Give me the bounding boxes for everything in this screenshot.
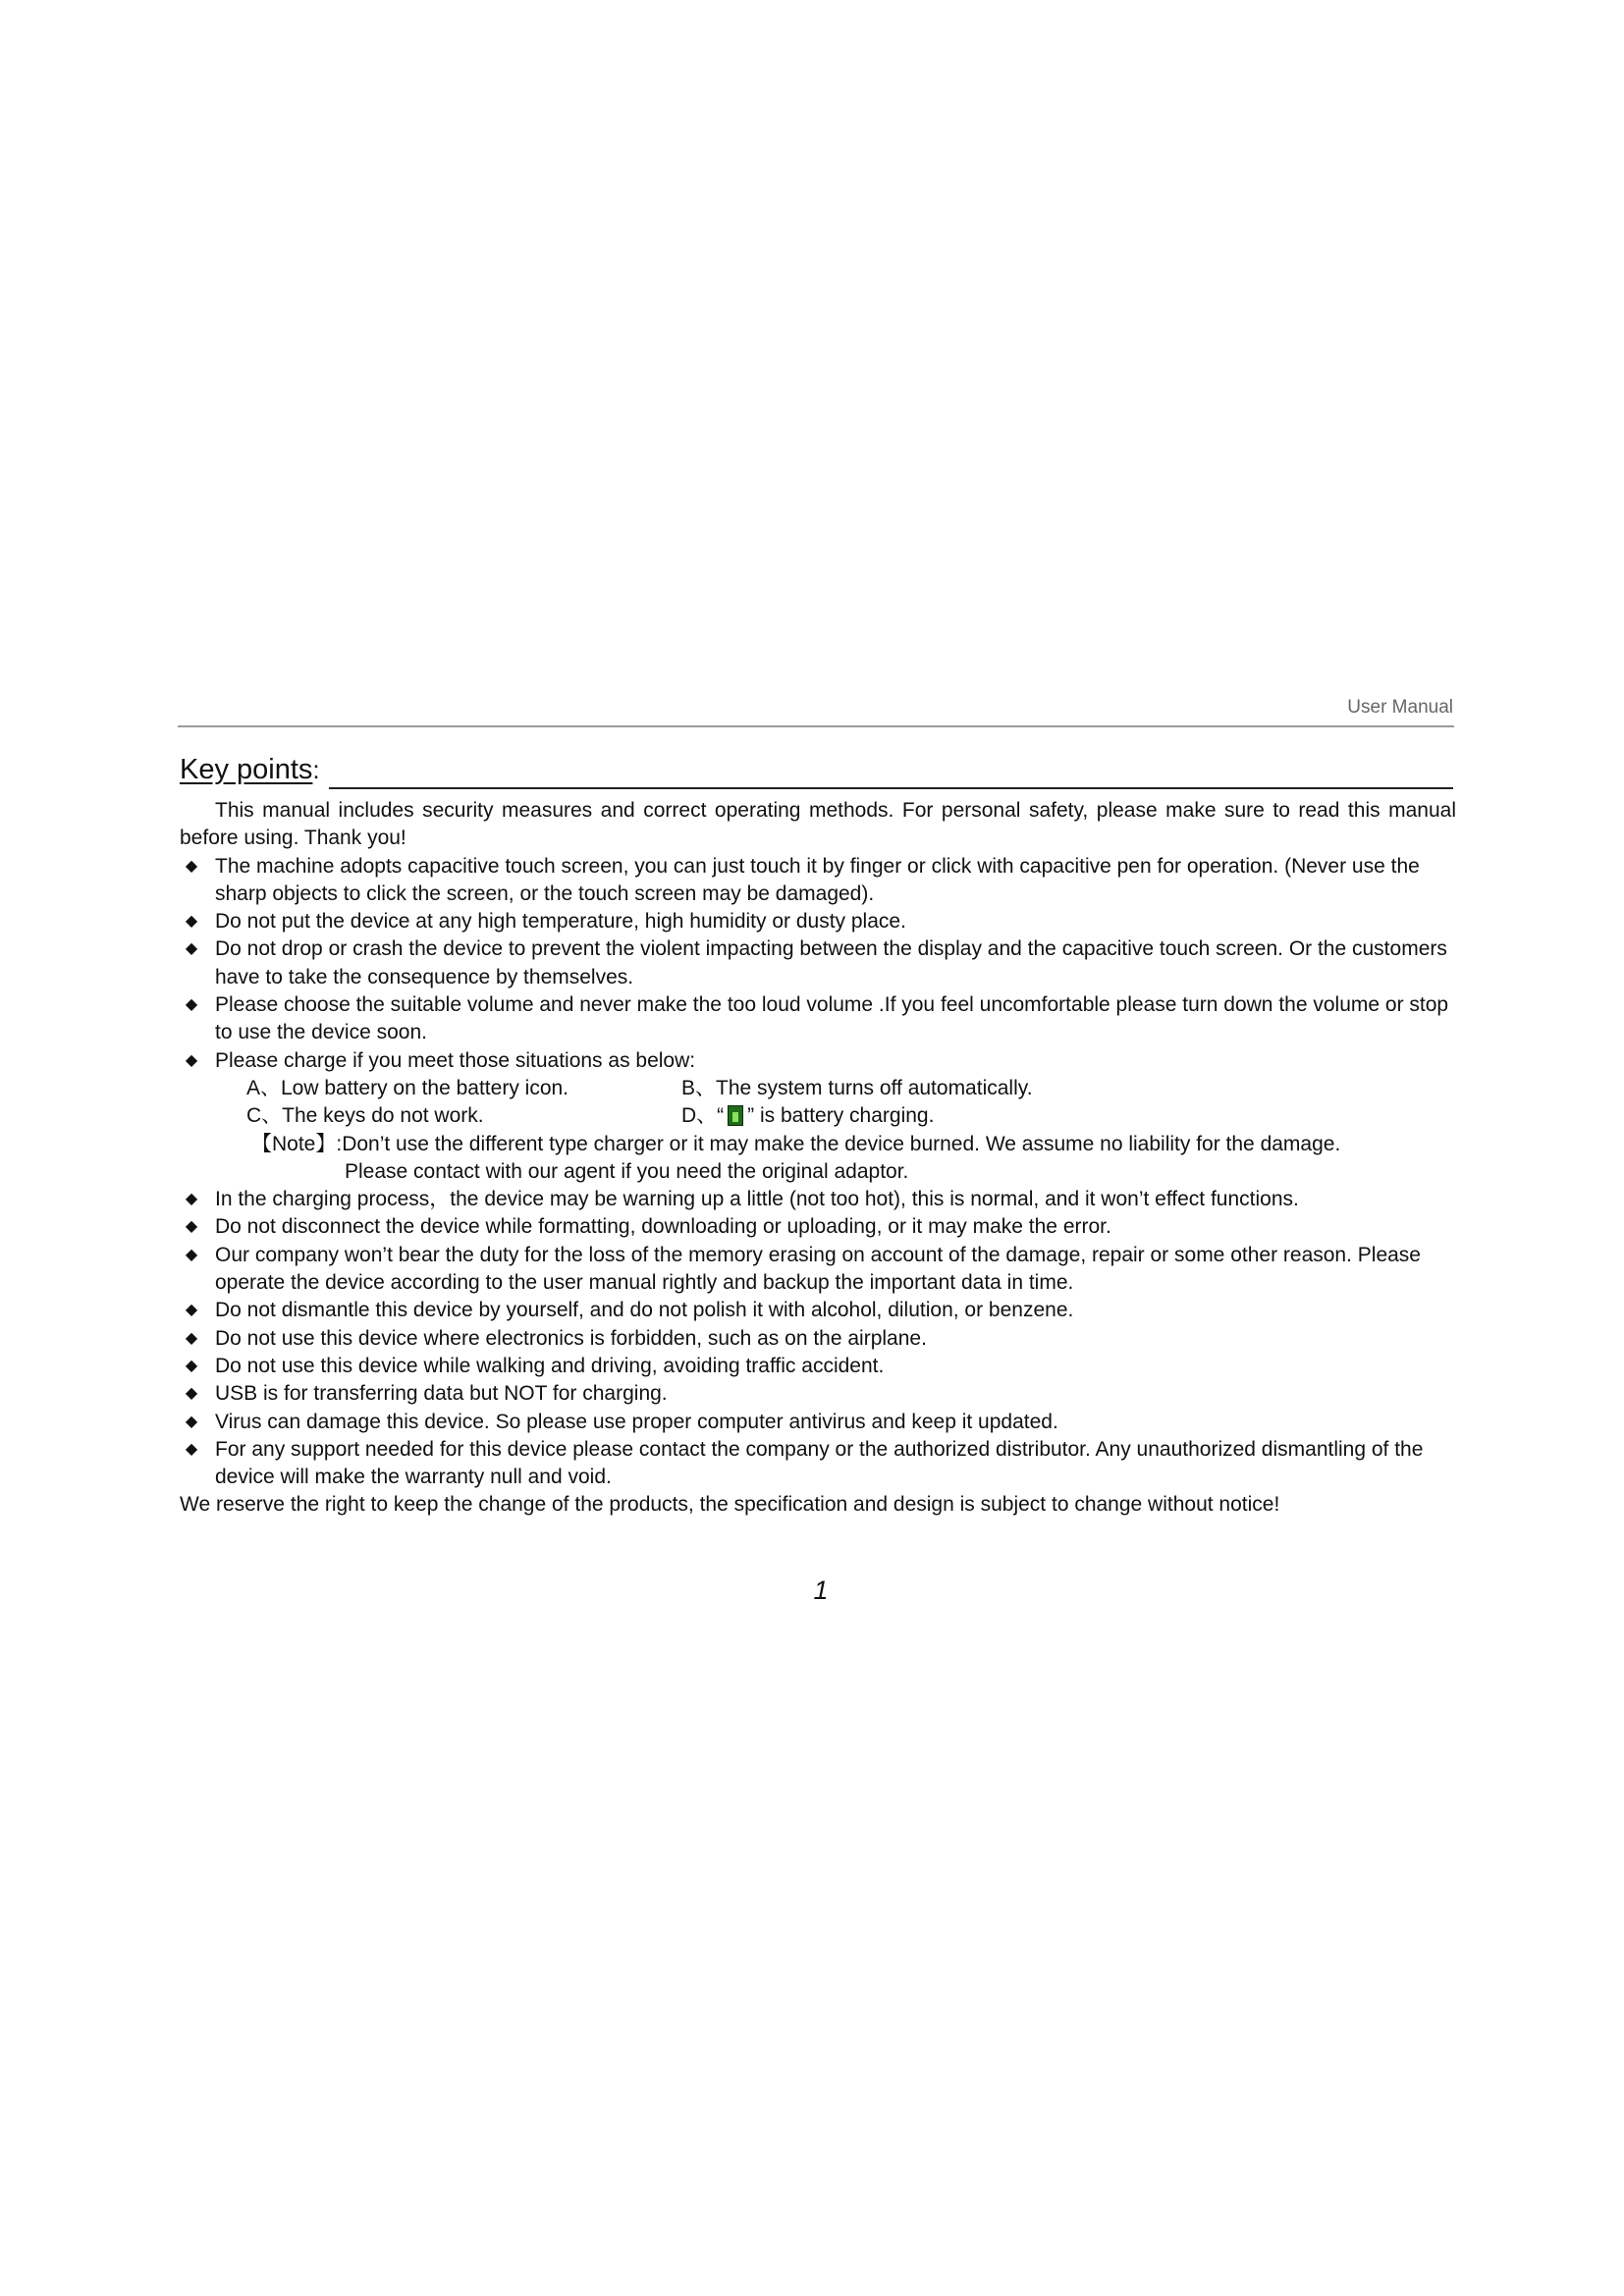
charge-situation-d [681,1102,1456,1130]
diamond-icon: ◆ [185,1191,198,1208]
list-item-text: In the charging process，the device may be warning up a little (not too hot), this is normal, and it won’t effect functions. [215,1188,1299,1211]
diamond-icon: ◆ [185,1440,198,1458]
charge-situations-row-2 [180,1102,1456,1130]
list-item [180,1297,1456,1324]
diamond-icon: ◆ [185,1329,198,1347]
charge-situations-row-1 [180,1075,1456,1102]
key-points-list-continued [180,1186,1456,1491]
list-item-text: Do not drop or crash the device to prevent the violent impacting between the display and the capacitive touch screen. Or the customers have to take the consequence by themselves. [215,937,1447,988]
diamond-icon: ◆ [185,996,198,1014]
list-item-text: The machine adopts capacitive touch screen, you can just touch it by finger or click with capacitive pen for operation. (Never use the sharp objects to click the screen, or the touch screen may be damaged). [215,854,1420,905]
diamond-icon: ◆ [185,857,198,875]
intro-paragraph: This manual includes security measures and correct operating methods. For personal safety, please make sure to read this manual before using. Thank you! [180,799,1456,850]
list-item [180,1409,1456,1436]
list-item-text: Please charge if you meet those situations as below: [215,1048,696,1072]
diamond-icon: ◆ [185,1218,198,1236]
list-item [180,1353,1456,1380]
key-points-list [180,853,1456,1075]
header-label: User Manual [1347,697,1453,718]
section-title-colon: : [312,755,320,784]
key-points-content [180,797,1456,1520]
list-item-text: Do not dismantle this device by yourself, and do not polish it with alcohol, dilution, or benzene. [215,1299,1074,1322]
diamond-icon: ◆ [185,1413,198,1430]
section-title [180,754,1452,789]
list-item [180,908,1456,935]
list-item [180,1436,1456,1492]
list-item-text: Please choose the suitable volume and never make the too loud volume .If you feel uncomfortable please turn down the volume or stop to use the device soon. [215,993,1449,1044]
section-title-text: Key points [180,754,313,785]
charge-situation-d-prefix: D、“ [681,1104,725,1128]
list-item-text: Our company won’t bear the duty for the loss of the memory erasing on account of the damage, repair or some other reason. Please operate the device according to the user manual rightly and backup the important data in time. [215,1243,1421,1295]
charger-note: 【Note】:Don’t use the different type charger or it may make the device burned. We assume no liability for the damage. [251,1132,1341,1155]
list-item-text: Do not disconnect the device while formatting, downloading or uploading, or it may make the error. [215,1215,1111,1239]
list-item [180,1186,1456,1213]
list-item [180,1047,1456,1075]
list-item-text: USB is for transferring data but NOT for charging. [215,1382,668,1406]
header-divider [178,725,1454,727]
disclaimer-text: We reserve the right to keep the change of the products, the specification and design is subject to change without notice! [180,1493,1280,1517]
list-item-text: For any support needed for this device please contact the company or the authorized distributor. Any unauthorized dismantling of the device will make the warranty null and void. [215,1437,1424,1489]
charge-situation-a: A、Low battery on the battery icon. [246,1076,569,1099]
diamond-icon: ◆ [185,1246,198,1263]
list-item [180,853,1456,909]
list-item [180,1325,1456,1353]
diamond-icon: ◆ [185,1302,198,1319]
list-item [180,991,1456,1047]
charge-situation-d-suffix: ” is battery charging. [747,1104,935,1128]
list-item [180,935,1456,991]
list-item [180,1380,1456,1408]
diamond-icon: ◆ [185,1385,198,1403]
list-item-text: Do not use this device where electronics is forbidden, such as on the airplane. [215,1326,927,1350]
charge-situation-b: B、The system turns off automatically. [681,1076,1033,1099]
list-item-text: Do not use this device while walking and driving, avoiding traffic accident. [215,1354,885,1377]
list-item [180,1213,1456,1241]
list-item [180,1242,1456,1298]
diamond-icon: ◆ [185,913,198,931]
adaptor-note: Please contact with our agent if you need the original adaptor. [345,1159,909,1183]
charge-situation-c: C、The keys do not work. [246,1104,484,1128]
diamond-icon: ◆ [185,1051,198,1069]
battery-charging-icon [728,1105,743,1126]
list-item-text: Virus can damage this device. So please use proper computer antivirus and keep it updated. [215,1410,1058,1433]
list-item-text: Do not put the device at any high temperature, high humidity or dusty place. [215,910,906,934]
title-underline [329,787,1453,789]
page-number: 1 [813,1575,829,1605]
diamond-icon: ◆ [185,940,198,958]
diamond-icon: ◆ [185,1357,198,1374]
